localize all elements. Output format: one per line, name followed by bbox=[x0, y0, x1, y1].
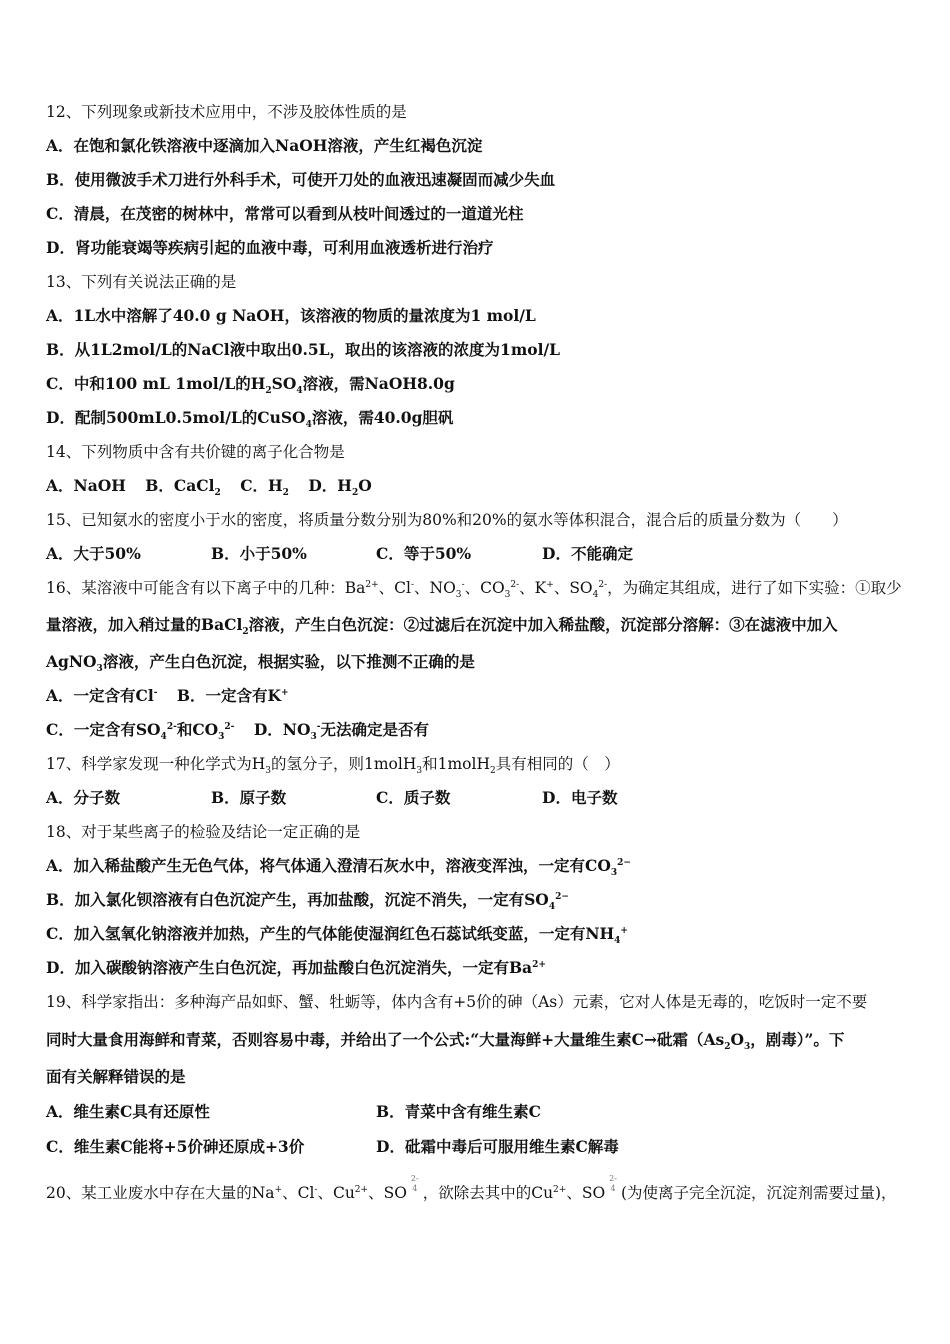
q16-options-ab bbox=[46, 686, 289, 706]
q16-option-c: C．一定含有$SO_4^{2-}$和$CO_3^{2-}$ bbox=[46, 720, 235, 743]
q17-option-a: A．分子数 bbox=[46, 788, 121, 807]
q20-stem-line1: 20、某工业废水中存在大量的Na+、Cl-、$Cu^{2+}$、SO 2- 4 ，欲除去其中的$Cu^{2+}$、SO 2- 4 (为使离子完全沉淀，沉淀剂需要过量)， bbox=[46, 1174, 897, 1202]
q18-stem: 18、对于某些离子的检验及结论一定正确的是 bbox=[46, 823, 361, 841]
q19-option-d: D．砒霜中毒后可服用维生素C解毒 bbox=[376, 1137, 619, 1156]
q13-option-c: C．中和100 mL 1mol/L的$H_2SO_4$溶液，需NaOH8.0g bbox=[46, 374, 455, 397]
q15-options bbox=[46, 544, 906, 564]
q16-stem-line3: AgNO$_3$溶液，产生白色沉淀，根据实验，以下推测不正确的是 bbox=[46, 652, 475, 675]
q16-options-cd bbox=[46, 720, 429, 743]
q15-stem: 15、已知氨水的密度小于水的密度，将质量分数分别为80%和20%的氨水等体积混合，混合后的质量分数为（ ） bbox=[46, 511, 848, 529]
q15-option-b: B．小于50% bbox=[211, 544, 307, 563]
q19-stem-line2: 同时大量食用海鲜和青菜，否则容易中毒，并给出了一个公式:“大量海鲜+大量维生素C→砒霜（$As_2O_3$，剧毒）”。下 bbox=[46, 1030, 845, 1053]
q14-option-a: A．NaOH bbox=[46, 476, 126, 495]
q16-stem-line1: 16、某溶液中可能含有以下离子中的几种：$Ba^{2+}$、Cl-、$NO_3^-$、$CO_3^{2-}$、K+、$SO_4^{2-}$，为确定其组成，进行了如下实验：①取少 bbox=[46, 579, 902, 601]
q14-option-d: D．$H_2O$ bbox=[308, 476, 372, 499]
q16-option-b: B．一定含有K+ bbox=[176, 686, 289, 705]
q17-option-c: C．质子数 bbox=[376, 788, 451, 807]
q14-option-b: B．CaCl$_2$ bbox=[145, 476, 221, 499]
q18-option-a: A．加入稀盐酸产生无色气体，将气体通入澄清石灰水中，溶液变浑浊，一定有$CO_3^{2-}$ bbox=[46, 856, 631, 879]
q12-option-c: C．清晨，在茂密的树林中，常常可以看到从枝叶间透过的一道道光柱 bbox=[46, 204, 524, 223]
q16-option-d: D．$NO_3^-$无法确定是否有 bbox=[253, 720, 429, 743]
q14-options bbox=[46, 476, 372, 499]
q14-stem: 14、下列物质中含有共价键的离子化合物是 bbox=[46, 443, 345, 461]
q16-option-a: A．一定含有Cl- bbox=[46, 686, 158, 705]
q19-stem-line3: 面有关解释错误的是 bbox=[46, 1067, 186, 1086]
q15-option-d: D．不能确定 bbox=[542, 544, 633, 563]
q17-option-d: D．电子数 bbox=[542, 788, 618, 807]
q18-option-b: B．加入氯化钡溶液有白色沉淀产生，再加盐酸，沉淀不消失，一定有$SO_4^{2-}$ bbox=[46, 890, 569, 913]
q13-stem: 13、下列有关说法正确的是 bbox=[46, 273, 237, 291]
q15-option-a: A．大于50% bbox=[46, 544, 141, 563]
q19-stem-line1: 19、科学家指出：多种海产品如虾、蟹、牡蛎等，体内含有+5价的砷（As）元素，它对人体是无毒的，吃饭时一定不要 bbox=[46, 993, 868, 1011]
q18-option-c: C．加入氢氧化钠溶液并加热，产生的气体能使湿润红色石蕊试纸变蓝，一定有$NH_4^+$ bbox=[46, 924, 628, 947]
q17-option-b: B．原子数 bbox=[211, 788, 287, 807]
q19-option-b: B．青菜中含有维生素C bbox=[376, 1102, 541, 1121]
q17-options bbox=[46, 788, 906, 808]
q12-option-d: D．肾功能衰竭等疾病引起的血液中毒，可利用血液透析进行治疗 bbox=[46, 238, 494, 257]
q13-option-a: A．1L水中溶解了40.0 g NaOH，该溶液的物质的量浓度为1 mol/L bbox=[46, 306, 536, 325]
q13-option-d: D．配制500mL0.5mol/L的CuSO$_4$溶液，需40.0g胆矾 bbox=[46, 408, 454, 431]
q14-option-c: C．$H_2$ bbox=[240, 476, 289, 499]
q19-options-ab bbox=[46, 1102, 906, 1122]
q19-option-a: A．维生素C具有还原性 bbox=[46, 1102, 210, 1121]
q19-option-c: C．维生素C能将+5价砷还原成+3价 bbox=[46, 1137, 305, 1156]
q17-stem: 17、科学家发现一种化学式为$H_3$的氢分子，则1molH$_3$和1molH$_2$具有相同的（ ） bbox=[46, 755, 620, 777]
q19-options-cd bbox=[46, 1137, 906, 1157]
q12-option-a: A．在饱和氯化铁溶液中逐滴加入NaOH溶液，产生红褐色沉淀 bbox=[46, 136, 483, 155]
q12-stem: 12、下列现象或新技术应用中，不涉及胶体性质的是 bbox=[46, 103, 407, 121]
q16-stem-line2: 量溶液，加入稍过量的BaCl$_2$溶液，产生白色沉淀：②过滤后在沉淀中加入稀盐酸，沉淀部分溶解：③在滤液中加入 bbox=[46, 615, 838, 638]
q12-option-b: B．使用微波手术刀进行外科手术，可使开刀处的血液迅速凝固而减少失血 bbox=[46, 170, 556, 189]
q13-option-b: B．从1L2mol/L的NaCl液中取出0.5L，取出的该溶液的浓度为1mol/L bbox=[46, 340, 561, 359]
q18-option-d: D．加入碳酸钠溶液产生白色沉淀，再加盐酸白色沉淀消失，一定有$Ba^{2+}$ bbox=[46, 958, 546, 977]
q15-option-c: C．等于50% bbox=[376, 544, 472, 563]
